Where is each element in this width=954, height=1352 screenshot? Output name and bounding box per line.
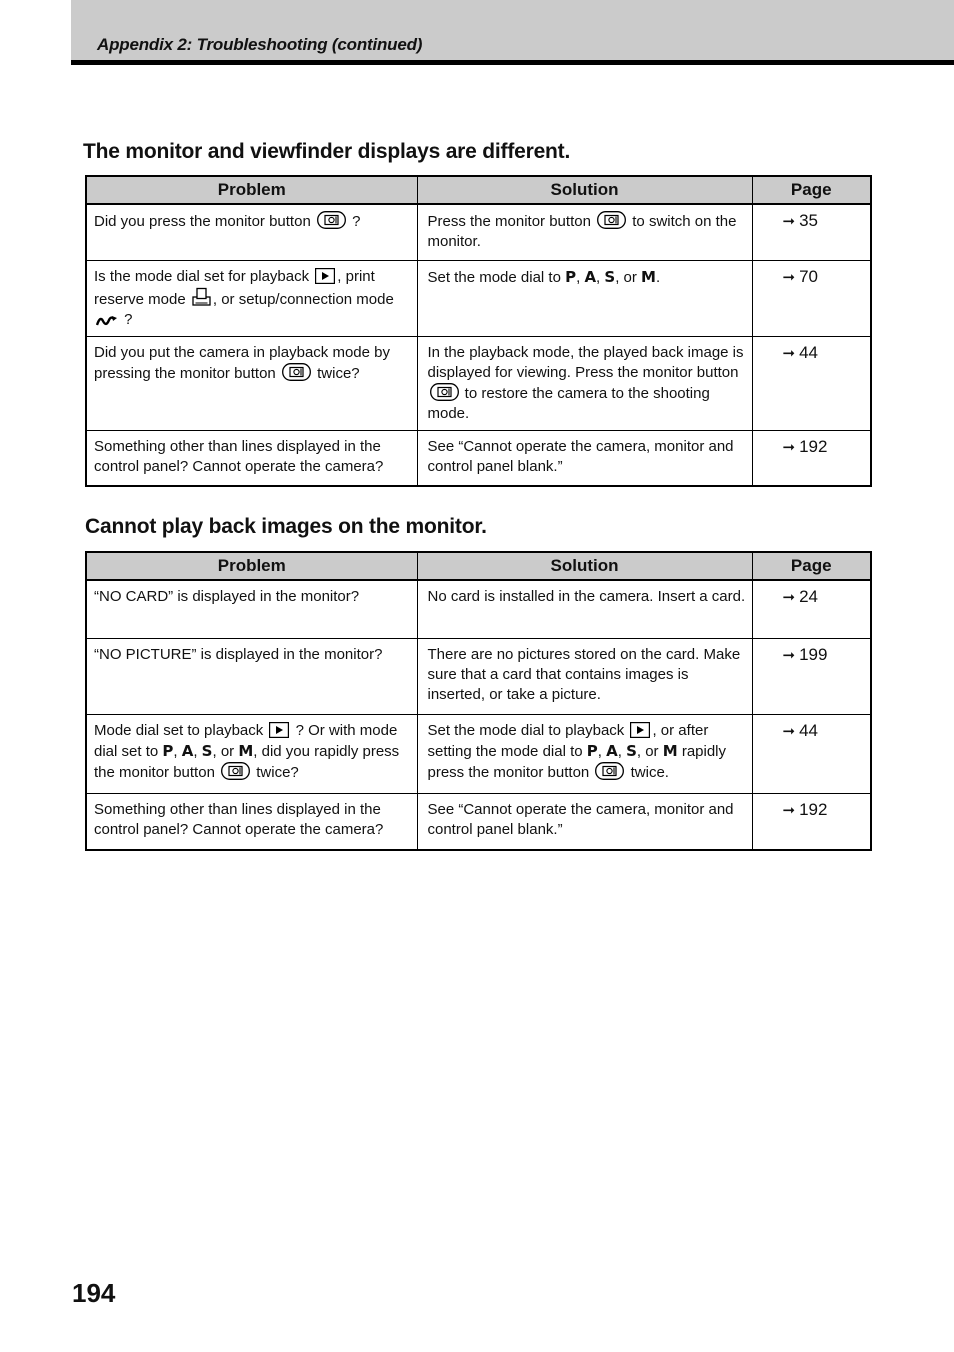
- page-reference-cell: [752, 580, 871, 638]
- table-row: [86, 336, 871, 430]
- mode-letter-s: S: [604, 267, 616, 286]
- page-reference-cell: [752, 430, 871, 486]
- page-reference-cell: [752, 638, 871, 714]
- table-row: [86, 638, 871, 714]
- arrow-right-icon: ➞: [782, 438, 796, 456]
- table-row: [86, 260, 871, 336]
- mode-letter-a: A: [181, 741, 194, 760]
- table-row: [86, 714, 871, 793]
- playback-icon: [269, 722, 289, 738]
- solution-cell: See “Cannot operate the camera, monitor and control panel blank.”: [417, 430, 752, 486]
- table-row: [86, 430, 871, 486]
- header-title: Appendix 2: Troubleshooting (continued): [97, 35, 423, 54]
- arrow-right-icon: ➞: [782, 344, 796, 362]
- solution-cell: No card is installed in the camera. Insert a card.: [417, 580, 752, 638]
- solution-cell: Set the mode dial to playback , or after setting the mode dial to P, A, S, or M rapidly press the monitor button twice.: [417, 714, 752, 793]
- column-header-page: Page: [752, 552, 871, 580]
- column-header-solution: Solution: [417, 552, 752, 580]
- solution-cell: Set the mode dial to P, A, S, or M.: [417, 260, 752, 336]
- monitor-button-icon: [597, 211, 626, 229]
- table-row: [86, 793, 871, 850]
- troubleshooting-table: [85, 551, 872, 851]
- column-header-page: Page: [752, 176, 871, 204]
- page-reference-cell: [752, 260, 871, 336]
- solution-cell: Press the monitor button to switch on the monitor.: [417, 204, 752, 260]
- page-reference-number: 44: [799, 342, 818, 362]
- table-header-row: [86, 176, 871, 204]
- monitor-button-icon: [595, 762, 624, 780]
- arrow-right-icon: ➞: [782, 589, 796, 606]
- arrow-right-icon: ➞: [782, 268, 796, 286]
- page-reference-number: 192: [799, 799, 828, 819]
- page-reference-number: 70: [799, 266, 818, 286]
- page-reference-number: 199: [799, 644, 828, 664]
- problem-cell: Something other than lines displayed in the control panel? Cannot operate the camera?: [86, 793, 417, 850]
- page-reference-cell: [752, 793, 871, 850]
- page-reference-number: 192: [799, 436, 828, 456]
- monitor-button-icon: [317, 211, 346, 229]
- print-reserve-icon: [192, 287, 211, 307]
- mode-letter-a: A: [606, 741, 618, 760]
- playback-icon: [315, 268, 335, 284]
- troubleshooting-table: [85, 175, 872, 487]
- page-number: 194: [72, 1278, 116, 1308]
- table-header-row: [86, 552, 871, 580]
- arrow-right-icon: ➞: [782, 646, 796, 664]
- mode-letter-p: P: [586, 741, 598, 760]
- column-header-problem: Problem: [86, 176, 417, 204]
- table-row: [86, 204, 871, 260]
- setup-connection-icon: [96, 315, 118, 327]
- page-reference-cell: [752, 714, 871, 793]
- table-row: [86, 580, 871, 638]
- arrow-right-icon: ➞: [782, 213, 796, 230]
- monitor-button-icon: [282, 363, 311, 381]
- mode-letter-s: S: [626, 741, 637, 760]
- problem-cell: Did you press the monitor button ?: [86, 204, 417, 260]
- page-reference-cell: [752, 336, 871, 430]
- page-reference-number: 44: [799, 720, 818, 740]
- problem-cell: Did you put the camera in playback mode by pressing the monitor button twice?: [86, 336, 417, 430]
- mode-letter-a: A: [584, 267, 597, 286]
- arrow-right-icon: ➞: [782, 801, 796, 819]
- page-reference-cell: [752, 204, 871, 260]
- problem-cell: Mode dial set to playback ? Or with mode dial set to P, A, S, or M, did you rapidly press the monitor button twice?: [86, 714, 417, 793]
- problem-cell: “NO CARD” is displayed in the monitor?: [86, 580, 417, 638]
- mode-letter-p: P: [565, 267, 577, 286]
- problem-cell: Is the mode dial set for playback , print reserve mode , or setup/connection mode ?: [86, 260, 417, 336]
- arrow-right-icon: ➞: [782, 722, 796, 740]
- mode-letter-m: M: [641, 267, 656, 286]
- mode-letter-p: P: [162, 741, 174, 760]
- solution-cell: In the playback mode, the played back image is displayed for viewing. Press the monitor button to restore the camera to the shooting mode.: [417, 336, 752, 430]
- header-band: [71, 0, 954, 65]
- solution-cell: See “Cannot operate the camera, monitor and control panel blank.”: [417, 793, 752, 850]
- mode-letter-s: S: [201, 741, 213, 760]
- column-header-solution: Solution: [417, 176, 752, 204]
- section-title: Cannot play back images on the monitor.: [85, 515, 487, 538]
- monitor-button-icon: [221, 762, 250, 780]
- problem-cell: “NO PICTURE” is displayed in the monitor?: [86, 638, 417, 714]
- page-reference-number: 24: [799, 587, 818, 606]
- playback-icon: [630, 722, 650, 738]
- mode-letter-m: M: [662, 741, 678, 760]
- column-header-problem: Problem: [86, 552, 417, 580]
- solution-cell: There are no pictures stored on the card. Make sure that a card that contains images is inserted, or take a picture.: [417, 638, 752, 714]
- monitor-button-icon: [430, 383, 459, 401]
- mode-letter-m: M: [238, 741, 254, 760]
- page-reference-number: 35: [799, 211, 818, 230]
- section-title: The monitor and viewfinder displays are different.: [83, 140, 571, 163]
- problem-cell: Something other than lines displayed in the control panel? Cannot operate the camera?: [86, 430, 417, 486]
